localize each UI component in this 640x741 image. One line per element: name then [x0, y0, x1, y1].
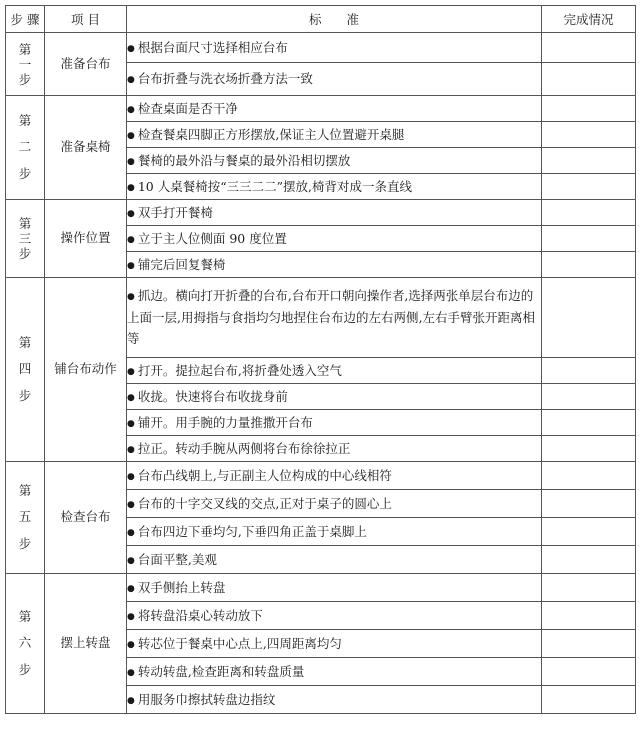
standard-cell: [127, 436, 542, 462]
completion-cell[interactable]: [542, 436, 636, 462]
standard-text: 立于主人位侧面 90 度位置: [137, 230, 287, 246]
standard-cell: [127, 122, 542, 148]
standard-text: 转动转盘,检查距离和转盘质量: [137, 663, 305, 679]
bullet-icon: ●: [127, 291, 135, 302]
standard-cell: [127, 63, 542, 96]
standard-cell: [127, 358, 542, 384]
completion-cell[interactable]: [542, 200, 636, 226]
standards-table: [5, 5, 636, 714]
step-label: [6, 33, 45, 96]
standard-cell: [127, 658, 542, 686]
bullet-icon: ●: [127, 260, 135, 271]
standard-cell: [127, 546, 542, 574]
step-label: [6, 462, 45, 574]
header-row: [6, 6, 636, 33]
standard-cell: [127, 686, 542, 714]
table-body: [6, 33, 636, 714]
standard-text: 转芯位于餐桌中心点上,四周距离均匀: [137, 635, 342, 651]
bullet-icon: ●: [127, 104, 135, 115]
bullet-icon: ●: [127, 418, 135, 429]
bullet-icon: ●: [127, 156, 135, 167]
step-label-text: 第 六 步: [18, 609, 32, 677]
item-label: 准备台布: [45, 33, 127, 96]
standard-text: 收拢。快速将台布收拢身前: [137, 388, 288, 404]
bullet-icon: ●: [127, 366, 135, 377]
table-row: [6, 33, 636, 63]
standard-cell: [127, 602, 542, 630]
step-label: [6, 96, 45, 200]
step-label-text: 第 二 步: [18, 113, 32, 181]
completion-cell[interactable]: [542, 33, 636, 63]
item-label: 铺台布动作: [45, 278, 127, 462]
standard-cell: [127, 96, 542, 122]
standard-text: 检查餐桌四脚正方形摆放,保证主人位置避开桌腿: [137, 126, 405, 142]
standard-text: 用服务巾擦拭转盘边指纹: [137, 691, 276, 707]
standard-cell: [127, 490, 542, 518]
completion-cell[interactable]: [542, 490, 636, 518]
standard-cell: [127, 148, 542, 174]
header-completion: 完成情况: [542, 6, 636, 33]
standard-cell: [127, 518, 542, 546]
completion-cell[interactable]: [542, 174, 636, 200]
header-item: 项 目: [45, 6, 127, 33]
standard-cell: [127, 384, 542, 410]
completion-cell[interactable]: [542, 602, 636, 630]
table-row: [6, 574, 636, 602]
standard-text: 台布折叠与洗衣场折叠方法一致: [137, 71, 313, 87]
bullet-icon: ●: [127, 182, 135, 193]
standard-text: 台布凸线朝上,与正副主人位构成的中心线相符: [137, 467, 392, 483]
bullet-icon: ●: [127, 583, 135, 594]
standard-text: 铺完后回复餐椅: [137, 256, 226, 272]
bullet-icon: ●: [127, 695, 135, 706]
standard-text: 抓边。横向打开折叠的台布,台布开口朝向操作者,选择两张单层台布边的上面一层,用拇指与食指均匀地捏住台布边的左右两侧,左右手臂张开距离相等: [127, 287, 535, 347]
standard-text: 拉正。转动手腕从两侧将台布徐徐拉正: [137, 440, 351, 456]
standard-cell: [127, 278, 542, 358]
bullet-icon: ●: [127, 667, 135, 678]
item-label: 操作位置: [45, 200, 127, 278]
bullet-icon: ●: [127, 611, 135, 622]
standard-text: 双手侧抬上转盘: [137, 579, 226, 595]
standard-cell: [127, 33, 542, 63]
completion-cell[interactable]: [542, 630, 636, 658]
completion-cell[interactable]: [542, 574, 636, 602]
step-label: [6, 574, 45, 714]
standard-text: 将转盘沿桌心转动放下: [137, 607, 263, 623]
completion-cell[interactable]: [542, 384, 636, 410]
step-label: [6, 200, 45, 278]
item-label: 准备桌椅: [45, 96, 127, 200]
header-step: 步 骤: [6, 6, 45, 33]
standard-text: 铺开。用手腕的力量推撒开台布: [137, 414, 313, 430]
completion-cell[interactable]: [542, 122, 636, 148]
standard-text: 餐椅的最外沿与餐桌的最外沿相切摆放: [137, 152, 351, 168]
completion-cell[interactable]: [542, 252, 636, 278]
bullet-icon: ●: [127, 527, 135, 538]
standard-text: 台布四边下垂均匀,下垂四角正盖于桌脚上: [137, 523, 367, 539]
step-label-text: 第 三 步: [18, 216, 32, 261]
bullet-icon: ●: [127, 234, 135, 245]
completion-cell[interactable]: [542, 148, 636, 174]
bullet-icon: ●: [127, 555, 135, 566]
completion-cell[interactable]: [542, 686, 636, 714]
completion-cell[interactable]: [542, 96, 636, 122]
table-row: [6, 200, 636, 226]
completion-cell[interactable]: [542, 462, 636, 490]
standard-text: 台面平整,美观: [137, 551, 217, 567]
completion-cell[interactable]: [542, 410, 636, 436]
item-label: 检查台布: [45, 462, 127, 574]
completion-cell[interactable]: [542, 226, 636, 252]
standard-text: 台布的十字交叉线的交点,正对于桌子的圆心上: [137, 495, 392, 511]
completion-cell[interactable]: [542, 518, 636, 546]
standard-cell: [127, 574, 542, 602]
bullet-icon: ●: [127, 471, 135, 482]
header-standard: 标 准: [127, 6, 542, 33]
item-label: 摆上转盘: [45, 574, 127, 714]
completion-cell[interactable]: [542, 358, 636, 384]
standard-text: 10 人桌餐椅按“三三二二”摆放,椅背对成一条直线: [137, 178, 412, 194]
bullet-icon: ●: [127, 639, 135, 650]
standard-text: 检查桌面是否干净: [137, 100, 238, 116]
bullet-icon: ●: [127, 392, 135, 403]
standard-cell: [127, 226, 542, 252]
bullet-icon: ●: [127, 444, 135, 455]
standard-cell: [127, 630, 542, 658]
step-label-text: 第 四 步: [18, 335, 32, 403]
step-label: [6, 278, 45, 462]
standard-cell: [127, 462, 542, 490]
standard-cell: [127, 200, 542, 226]
table-row: [6, 462, 636, 490]
bullet-icon: ●: [127, 130, 135, 141]
table-row: [6, 278, 636, 358]
completion-cell[interactable]: [542, 63, 636, 96]
step-label-text: 第 一 步: [18, 41, 32, 87]
standard-cell: [127, 174, 542, 200]
standard-cell: [127, 252, 542, 278]
standard-text: 双手打开餐椅: [137, 204, 213, 220]
standard-cell: [127, 410, 542, 436]
bullet-icon: ●: [127, 43, 135, 54]
bullet-icon: ●: [127, 75, 135, 86]
bullet-icon: ●: [127, 208, 135, 219]
completion-cell[interactable]: [542, 658, 636, 686]
completion-cell[interactable]: [542, 546, 636, 574]
completion-cell[interactable]: [542, 278, 636, 358]
bullet-icon: ●: [127, 499, 135, 510]
standard-text: 打开。提拉起台布,将折叠处透入空气: [137, 362, 342, 378]
step-label-text: 第 五 步: [18, 483, 32, 551]
table-row: [6, 96, 636, 122]
standard-text: 根据台面尺寸选择相应台布: [137, 39, 288, 55]
